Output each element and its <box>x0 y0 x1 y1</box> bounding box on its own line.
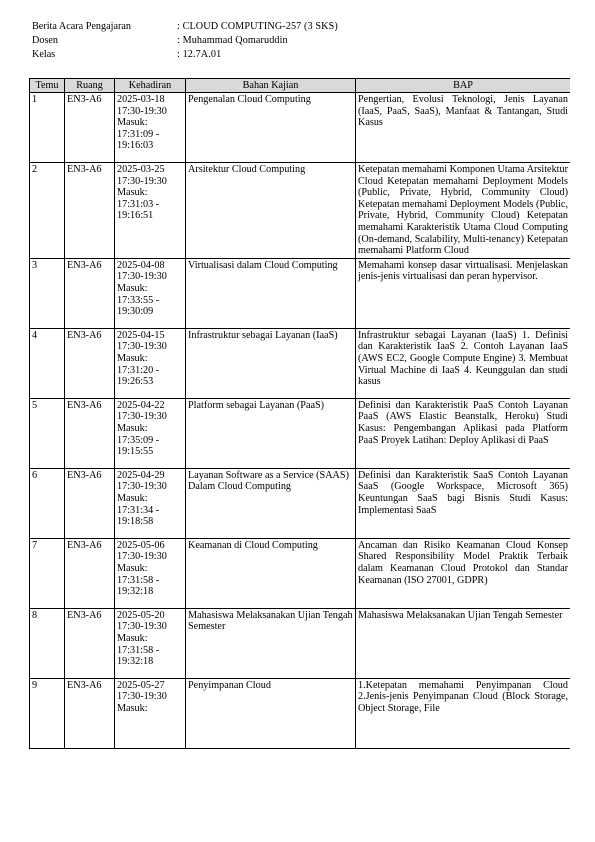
cell-bahan-kajian: Keamanan di Cloud Computing <box>186 538 356 608</box>
header-label: Kelas <box>32 49 56 60</box>
cell-kehadiran <box>115 258 186 328</box>
cell-ruang: EN3-A6 <box>65 93 115 163</box>
cell-bap: Definisi dan Karakteristik SaaS Contoh Layanan SaaS (Google Workspace, Microsoft 365) Keuntungan SaaS bagi Bisnis Studi Kasus: Implementasi SaaS <box>356 468 571 538</box>
table-row <box>30 93 571 163</box>
cell-temu: 8 <box>30 608 65 678</box>
cell-bap: Mahasiswa Melaksanakan Ujian Tengah Semester <box>356 608 571 678</box>
kehadiran-masuk-label: Masuk: <box>117 117 148 129</box>
cell-temu: 2 <box>30 163 65 259</box>
kehadiran-masuk-end: 19:18:58 <box>117 516 154 528</box>
kehadiran-masuk-start: 17:35:09 - <box>117 434 160 446</box>
table-header-row <box>30 79 571 93</box>
teaching-record-table-container <box>29 78 570 842</box>
kehadiran-masuk-start: 17:31:34 - <box>117 504 160 516</box>
header-row-class <box>32 49 572 63</box>
cell-kehadiran <box>115 468 186 538</box>
cell-temu: 4 <box>30 328 65 398</box>
kehadiran-masuk-label: Masuk: <box>117 492 148 504</box>
kehadiran-date: 2025-05-27 <box>117 679 165 691</box>
header-value: : CLOUD COMPUTING-257 (3 SKS) <box>177 21 338 32</box>
kehadiran-time: 17:30-19:30 <box>117 341 167 353</box>
cell-kehadiran <box>115 93 186 163</box>
cell-bap: Definisi dan Karakteristik PaaS Contoh Layanan PaaS (AWS Elastic Beanstalk, Heroku) Studi Kasus: Pengembangan Aplikasi pada Platform PaaS Proyek Latihan: Deploy Aplikasi di PaaS <box>356 398 571 468</box>
kehadiran-date: 2025-03-25 <box>117 164 165 175</box>
kehadiran-masuk-end: 19:32:18 <box>117 656 154 668</box>
kehadiran-time: 17:30-19:30 <box>117 105 167 117</box>
table-row <box>30 258 571 328</box>
kehadiran-date: 2025-05-06 <box>117 539 165 551</box>
kehadiran-date: 2025-05-20 <box>117 609 165 621</box>
column-header-temu: Temu <box>30 79 65 93</box>
kehadiran-masuk-label: Masuk: <box>117 282 148 294</box>
header-label: Dosen <box>32 35 59 46</box>
cell-ruang: EN3-A6 <box>65 258 115 328</box>
table-row <box>30 678 571 748</box>
cell-bap: 1.Ketepatan memahami Penyimpanan Cloud 2.Jenis-jenis Penyimpanan Cloud (Block Storage, Object Storage, File <box>356 678 571 748</box>
table-row <box>30 398 571 468</box>
cell-bap: Ancaman dan Risiko Keamanan Cloud Konsep Shared Responsibility Model Praktik Terbaik dalam Keamanan Cloud Protokol dan Standar Keamanan (ISO 27001, GDPR) <box>356 538 571 608</box>
kehadiran-time: 17:30-19:30 <box>117 175 167 187</box>
cell-bahan-kajian: Infrastruktur sebagai Layanan (IaaS) <box>186 328 356 398</box>
column-header-bap: BAP <box>356 79 571 93</box>
table-row <box>30 163 571 259</box>
cell-kehadiran <box>115 678 186 748</box>
kehadiran-masuk-end: 19:30:09 <box>117 306 154 318</box>
kehadiran-masuk-label: Masuk: <box>117 422 148 434</box>
kehadiran-masuk-label: Masuk: <box>117 562 148 574</box>
kehadiran-masuk-end: 19:16:03 <box>117 140 154 152</box>
kehadiran-masuk-end: 19:16:51 <box>117 210 154 222</box>
kehadiran-masuk-label: Masuk: <box>117 352 148 364</box>
cell-ruang: EN3-A6 <box>65 328 115 398</box>
kehadiran-masuk-start: 17:33:55 - <box>117 294 160 306</box>
kehadiran-masuk-label: Masuk: <box>117 187 148 199</box>
table-row <box>30 538 571 608</box>
cell-ruang: EN3-A6 <box>65 678 115 748</box>
cell-bahan-kajian: Penyimpanan Cloud <box>186 678 356 748</box>
kehadiran-masuk-start: 17:31:03 - <box>117 198 160 210</box>
table-row <box>30 328 571 398</box>
cell-ruang: EN3-A6 <box>65 538 115 608</box>
cell-bap: Memahami konsep dasar virtualisasi. Menjelaskan jenis-jenis virtualisasi dan peran hypervisor. <box>356 258 571 328</box>
kehadiran-time: 17:30-19:30 <box>117 621 167 633</box>
header-row-lecturer <box>32 35 572 49</box>
kehadiran-masuk-end: 19:26:53 <box>117 376 154 388</box>
cell-temu: 3 <box>30 258 65 328</box>
cell-ruang: EN3-A6 <box>65 608 115 678</box>
cell-bahan-kajian: Virtualisasi dalam Cloud Computing <box>186 258 356 328</box>
header-value: : Muhammad Qomaruddin <box>177 35 288 46</box>
cell-bahan-kajian: Pengenalan Cloud Computing <box>186 93 356 163</box>
cell-temu: 6 <box>30 468 65 538</box>
kehadiran-time: 17:30-19:30 <box>117 551 167 563</box>
kehadiran-masuk-start: 17:31:20 - <box>117 364 160 376</box>
cell-bahan-kajian: Layanan Software as a Service (SAAS) Dalam Cloud Computing <box>186 468 356 538</box>
kehadiran-date: 2025-03-18 <box>117 94 165 105</box>
kehadiran-masuk-end: 19:32:18 <box>117 586 154 598</box>
kehadiran-time: 17:30-19:30 <box>117 691 167 703</box>
cell-kehadiran <box>115 608 186 678</box>
cell-kehadiran <box>115 538 186 608</box>
kehadiran-masuk-start: 17:31:58 - <box>117 574 160 586</box>
cell-temu: 7 <box>30 538 65 608</box>
kehadiran-date: 2025-04-08 <box>117 259 165 271</box>
header-label: Berita Acara Pengajaran <box>32 21 131 32</box>
cell-bap: Ketepatan memahami Komponen Utama Arsitektur Cloud Ketepatan memahami Deployment Models (Public, Private, Hybrid, Community Cloud) Ketepatan memahami Deployment Models (Public, Private, Hybrid, Community Cloud) Ketepatan memahami Karakteristik Utama Cloud Computing (On-demand, Scalability, Multi-tenancy) Ketepatan memahami Platform Cloud <box>356 163 571 259</box>
cell-bap: Pengertian, Evolusi Teknologi, Jenis Layanan (IaaS, PaaS, SaaS), Manfaat & Tantangan, Studi Kasus <box>356 93 571 163</box>
column-header-bahan-kajian: Bahan Kajian <box>186 79 356 93</box>
teaching-record-table <box>29 78 570 749</box>
table-row <box>30 468 571 538</box>
kehadiran-masuk-end: 19:15:55 <box>117 446 154 458</box>
kehadiran-date: 2025-04-29 <box>117 469 165 481</box>
cell-kehadiran <box>115 163 186 259</box>
header-value: : 12.7A.01 <box>177 49 222 60</box>
cell-bahan-kajian: Mahasiswa Melaksanakan Ujian Tengah Semester <box>186 608 356 678</box>
kehadiran-masuk-label: Masuk: <box>117 702 148 714</box>
cell-bap: Infrastruktur sebagai Layanan (IaaS) 1. Definisi dan Karakteristik IaaS 2. Contoh Layanan IaaS (AWS EC2, Google Compute Engine) 3. Membuat Virtual Machine di IaaS 4. Keunggulan dan studi kasus <box>356 328 571 398</box>
kehadiran-masuk-label: Masuk: <box>117 632 148 644</box>
column-header-ruang: Ruang <box>65 79 115 93</box>
cell-temu: 1 <box>30 93 65 163</box>
document-header <box>32 21 572 63</box>
kehadiran-time: 17:30-19:30 <box>117 481 167 493</box>
kehadiran-time: 17:30-19:30 <box>117 271 167 283</box>
kehadiran-masuk-start: 17:31:09 - <box>117 128 160 140</box>
kehadiran-time: 17:30-19:30 <box>117 411 167 423</box>
cell-ruang: EN3-A6 <box>65 398 115 468</box>
kehadiran-masuk-start: 17:31:58 - <box>117 644 160 656</box>
cell-temu: 9 <box>30 678 65 748</box>
cell-temu: 5 <box>30 398 65 468</box>
cell-bahan-kajian: Platform sebagai Layanan (PaaS) <box>186 398 356 468</box>
header-row-course <box>32 21 572 35</box>
cell-kehadiran <box>115 398 186 468</box>
cell-ruang: EN3-A6 <box>65 468 115 538</box>
cell-bahan-kajian: Arsitektur Cloud Computing <box>186 163 356 259</box>
cell-ruang: EN3-A6 <box>65 163 115 259</box>
cell-kehadiran <box>115 328 186 398</box>
kehadiran-date: 2025-04-22 <box>117 399 165 411</box>
table-row <box>30 608 571 678</box>
column-header-kehadiran: Kehadiran <box>115 79 186 93</box>
kehadiran-date: 2025-04-15 <box>117 329 165 341</box>
